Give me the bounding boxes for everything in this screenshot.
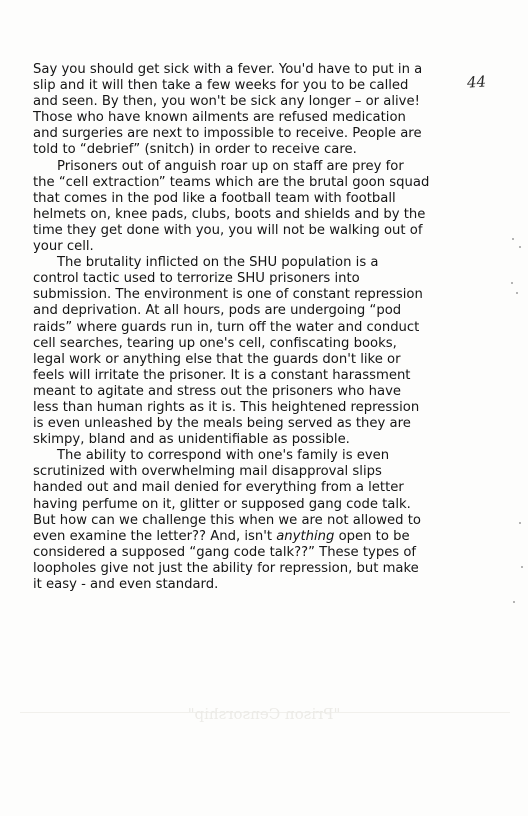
text-line: handed out and mail denied for everything from a letter (33, 480, 404, 496)
scan-speck (519, 522, 521, 524)
scan-speck (516, 292, 518, 294)
text-line: control tactic used to terrorize SHU prisoners into (33, 271, 360, 287)
bleed-through-text: "Prison Censorship" (187, 705, 341, 723)
scan-speck (521, 566, 523, 568)
text-line: legal work or anything else that the guards don't like or (33, 351, 401, 367)
paragraph-cell-extraction (33, 159, 463, 256)
text-line: The ability to correspond with one's family is even (57, 448, 390, 464)
text-line: considered a supposed “gang code talk??” These types of (33, 544, 417, 560)
text-line: and deprivation. At all hours, pods are undergoing “pod (33, 303, 402, 319)
text-line-with-emphasis (33, 529, 463, 545)
text-line: having perfume on it, glitter or supposed gang code talk. (33, 496, 411, 512)
paragraph-medical-care (33, 62, 463, 159)
text-line: skimpy, bland and as unidentifiable as possible. (33, 432, 350, 448)
scan-speck (511, 282, 513, 284)
text-line: and seen. By then, you won't be sick any longer – or alive! (33, 94, 420, 110)
text-line: and surgeries are next to impossible to receive. People are (33, 126, 422, 142)
text-line: scrutinized with overwhelming mail disapproval slips (33, 464, 382, 480)
body-text (33, 62, 463, 593)
scan-speck (513, 601, 515, 603)
text-line: The brutality inflicted on the SHU population is a (57, 255, 379, 271)
page-number: 44 (466, 72, 487, 92)
text-segment: even examine the letter?? And, isn't (33, 528, 277, 544)
emphasized-word: anything (276, 528, 335, 544)
text-line: that comes in the pod like a football team with football (33, 190, 396, 206)
text-line: Those who have known ailments are refused medication (33, 110, 406, 126)
text-line: Say you should get sick with a fever. You'd have to put in a (33, 62, 423, 77)
text-line: raids” where guards run in, turn off the water and conduct (33, 319, 420, 335)
text-line: time they get done with you, you will not be walking out of (33, 222, 423, 238)
paragraph-correspondence (33, 448, 463, 593)
paragraph-brutality (33, 255, 463, 448)
text-line: is even unleashed by the meals being served as they are (33, 416, 411, 432)
text-line: cell searches, tearing up one's cell, confiscating books, (33, 335, 397, 351)
text-line: your cell. (33, 239, 94, 255)
text-line: meant to agitate and stress out the prisoners who have (33, 383, 401, 399)
scan-speck (512, 238, 514, 240)
text-line: loopholes give not just the ability for repression, but make (33, 560, 419, 576)
text-line: feels will irritate the prisoner. It is a constant harassment (33, 367, 411, 383)
scan-speck (519, 246, 521, 248)
text-line: told to “debrief” (snitch) in order to receive care. (33, 142, 357, 158)
text-line: submission. The environment is one of constant repression (33, 287, 423, 303)
text-line: But how can we challenge this when we are not allowed to (33, 512, 421, 528)
text-line: it easy - and even standard. (33, 577, 219, 592)
text-segment: open to be (334, 528, 410, 544)
text-line: less than human rights as it is. This heightened repression (33, 399, 420, 415)
text-line: slip and it will then take a few weeks for you to be called (33, 78, 409, 94)
text-line: the “cell extraction” teams which are the brutal goon squad (33, 174, 430, 190)
text-line: Prisoners out of anguish roar up on staff are prey for (57, 158, 404, 174)
text-line: helmets on, knee pads, clubs, boots and shields and by the (33, 206, 426, 222)
